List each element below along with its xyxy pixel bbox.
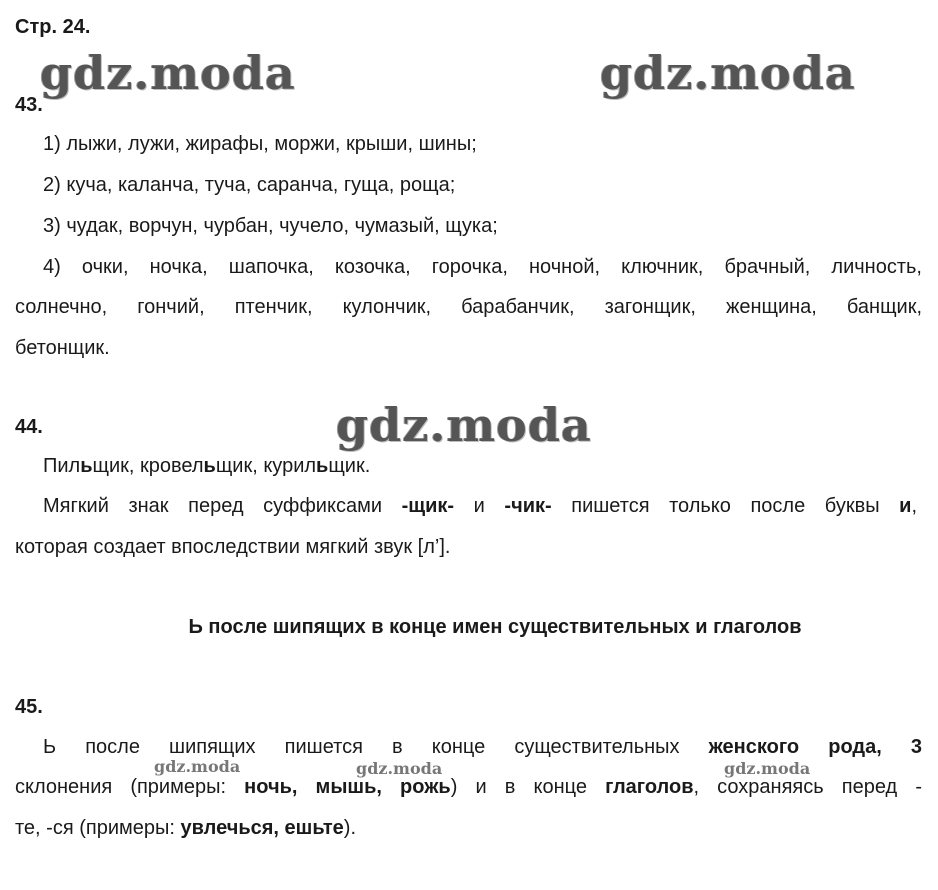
example: увлечься, ешьте	[180, 817, 344, 839]
answer-line	[43, 453, 370, 479]
rule-line: которая создает впоследствии мягкий звук [л’].	[15, 536, 451, 558]
text: , сохраняясь перед -	[693, 776, 922, 798]
text: пишется только после буквы	[551, 495, 900, 517]
text: склонения (примеры:	[15, 776, 245, 798]
text: ).	[343, 817, 356, 839]
answer-line: 2) куча, каланча, туча, саранча, гуща, роща;	[43, 174, 456, 196]
watermark-logo: gdz.moda	[40, 46, 296, 100]
watermark-logo: gdz.moda	[356, 759, 443, 778]
rule-line	[43, 734, 922, 760]
exercise-number: 43.	[15, 94, 43, 116]
word-part: щик.	[328, 455, 371, 477]
watermark-logo: gdz.moda	[336, 398, 592, 452]
text: Ь после шипящих пишется в конце существительных	[43, 736, 709, 758]
answer-line: 4) очки, ночка, шапочка, козочка, горочка, ночной, ключник, брачный, личность,	[43, 256, 922, 278]
text: те, -ся (примеры:	[15, 817, 181, 839]
exercise-number: 45.	[15, 696, 43, 718]
exercise-number: 44.	[15, 416, 43, 438]
answer-line: солнечно, гончий, птенчик, кулончик, барабанчик, загонщик, женщина, банщик,	[15, 296, 922, 318]
suffix: -щик-	[401, 495, 455, 517]
highlight: женского рода, 3	[708, 736, 922, 758]
highlight: глаголов	[605, 776, 694, 798]
example: ночь, мышь, рожь	[244, 776, 451, 798]
watermark-logo: gdz.moda	[600, 46, 856, 100]
text: Мягкий знак перед суффиксами	[43, 495, 402, 517]
section-title: Ь после шипящих в конце имен существительных и глаголов	[188, 616, 802, 638]
rule-line	[15, 774, 922, 800]
highlight: щик, кровель	[92, 455, 216, 477]
rule-line	[43, 493, 917, 519]
answer-line: бетонщик.	[15, 337, 110, 359]
answer-line: 1) лыжи, лужи, жирафы, моржи, крыши, шины;	[43, 133, 477, 155]
watermark-logo: gdz.moda	[154, 757, 241, 776]
suffix: -чик-	[504, 495, 552, 517]
text: ) и в конце	[450, 776, 606, 798]
rule-line	[15, 815, 356, 841]
page-reference: Стр. 24.	[15, 16, 91, 38]
letter: и	[899, 495, 912, 517]
answer-line: 3) чудак, ворчун, чурбан, чучело, чумазый, щука;	[43, 215, 498, 237]
watermark-logo: gdz.moda	[724, 759, 811, 778]
text: и	[454, 495, 505, 517]
word-part: щик, куриль	[215, 455, 329, 477]
word-part: Пиль	[43, 455, 93, 477]
text: ,	[911, 495, 918, 517]
